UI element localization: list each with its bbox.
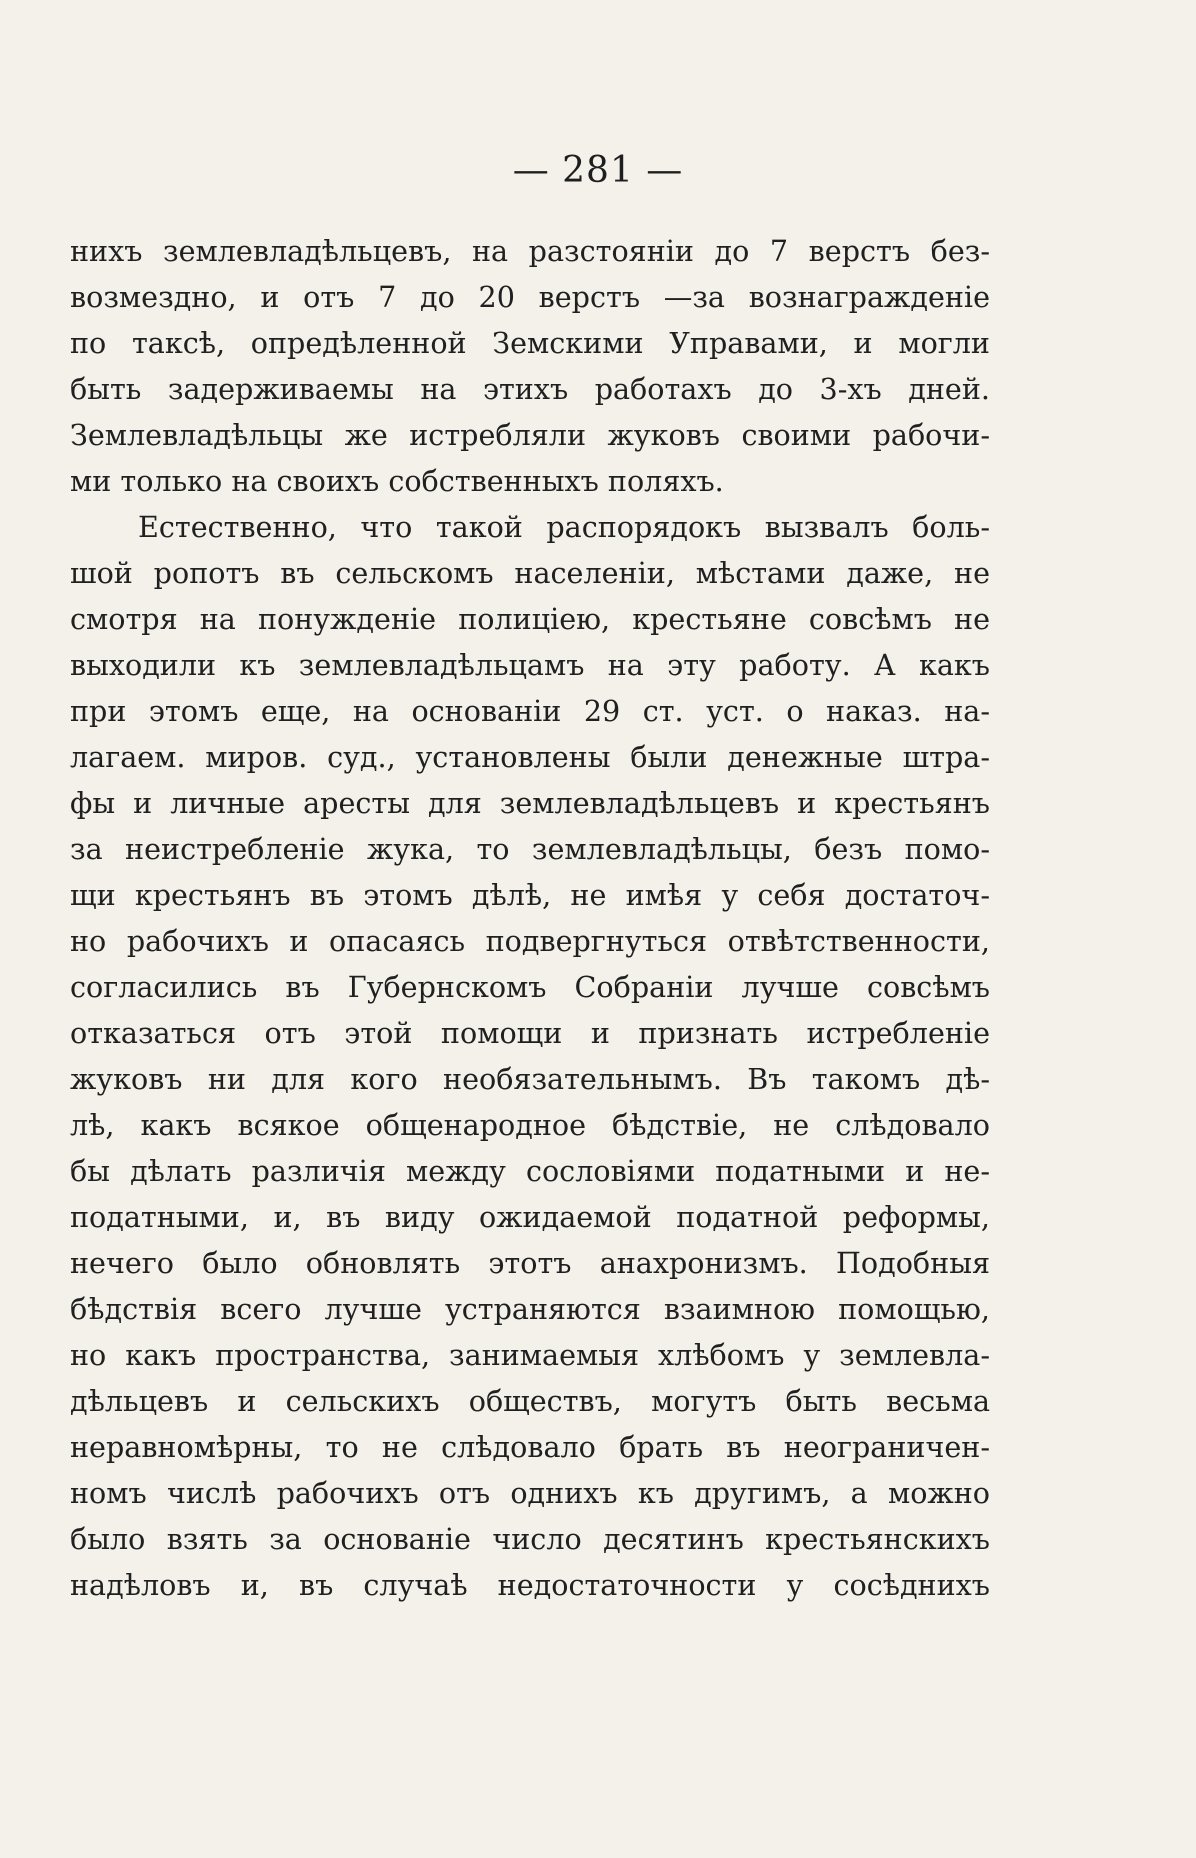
text-line-13: фы и личные аресты для землевладѣльцевъ и крестьянъ bbox=[70, 786, 990, 820]
text-line-22: податными, и, въ виду ожидаемой податной реформы, bbox=[70, 1200, 990, 1234]
text-line-2: возмездно, и отъ 7 до 20 верстъ —за вознагражденіе bbox=[70, 280, 990, 314]
text-line-26: дѣльцевъ и сельскихъ обществъ, могутъ быть весьма bbox=[70, 1384, 990, 1418]
text-line-8: шой ропотъ въ сельскомъ населеніи, мѣстами даже, не bbox=[70, 556, 990, 590]
text-line-3: по таксѣ, опредѣленной Земскими Управами, и могли bbox=[70, 326, 990, 360]
text-line-12: лагаем. миров. суд., установлены были денежные штра- bbox=[70, 740, 990, 774]
text-line-27: неравномѣрны, то не слѣдовало брать въ неограничен- bbox=[70, 1430, 990, 1464]
text-line-6: ми только на своихъ собственныхъ поляхъ. bbox=[70, 464, 724, 498]
text-line-17: согласились въ Губернскомъ Собраніи лучше совсѣмъ bbox=[70, 970, 990, 1004]
text-line-24: бѣдствія всего лучше устраняются взаимною помощью, bbox=[70, 1292, 990, 1326]
text-line-10: выходили къ землевладѣльцамъ на эту работу. А какъ bbox=[70, 648, 990, 682]
text-line-9: смотря на понужденіе полиціею, крестьяне совсѣмъ не bbox=[70, 602, 990, 636]
text-line-29: было взять за основаніе число десятинъ крестьянскихъ bbox=[70, 1522, 990, 1556]
text-line-25: но какъ пространства, занимаемыя хлѣбомъ у землевла- bbox=[70, 1338, 990, 1372]
page-number: — 281 — bbox=[512, 150, 684, 191]
text-line-19: жуковъ ни для кого необязательнымъ. Въ такомъ дѣ- bbox=[70, 1062, 990, 1096]
text-line-28: номъ числѣ рабочихъ отъ однихъ къ другимъ, а можно bbox=[70, 1476, 990, 1510]
text-line-20: лѣ, какъ всякое общенародное бѣдствіе, не слѣдовало bbox=[70, 1108, 990, 1142]
text-line-21: бы дѣлать различія между сословіями податными и не- bbox=[70, 1154, 990, 1188]
text-line-15: щи крестьянъ въ этомъ дѣлѣ, не имѣя у себя достаточ- bbox=[70, 878, 990, 912]
text-line-1: нихъ землевладѣльцевъ, на разстояніи до 7 верстъ без- bbox=[70, 234, 990, 268]
body-text bbox=[70, 228, 990, 1608]
text-line-7: Естественно, что такой распорядокъ вызвалъ боль- bbox=[138, 510, 990, 544]
text-line-4: быть задерживаемы на этихъ работахъ до 3-хъ дней. bbox=[70, 372, 990, 406]
text-line-18: отказаться отъ этой помощи и признать истребленіе bbox=[70, 1016, 990, 1050]
text-line-11: при этомъ еще, на основаніи 29 ст. уст. о наказ. на- bbox=[70, 694, 990, 728]
text-line-30: надѣловъ и, въ случаѣ недостаточности у сосѣднихъ bbox=[70, 1568, 990, 1602]
text-line-23: нечего было обновлять этотъ анахронизмъ. Подобныя bbox=[70, 1246, 990, 1280]
text-line-16: но рабочихъ и опасаясь подвергнуться отвѣтственности, bbox=[70, 924, 990, 958]
text-line-5: Землевладѣльцы же истребляли жуковъ своими рабочи- bbox=[70, 418, 990, 452]
text-line-14: за неистребленіе жука, то землевладѣльцы, безъ помо- bbox=[70, 832, 990, 866]
